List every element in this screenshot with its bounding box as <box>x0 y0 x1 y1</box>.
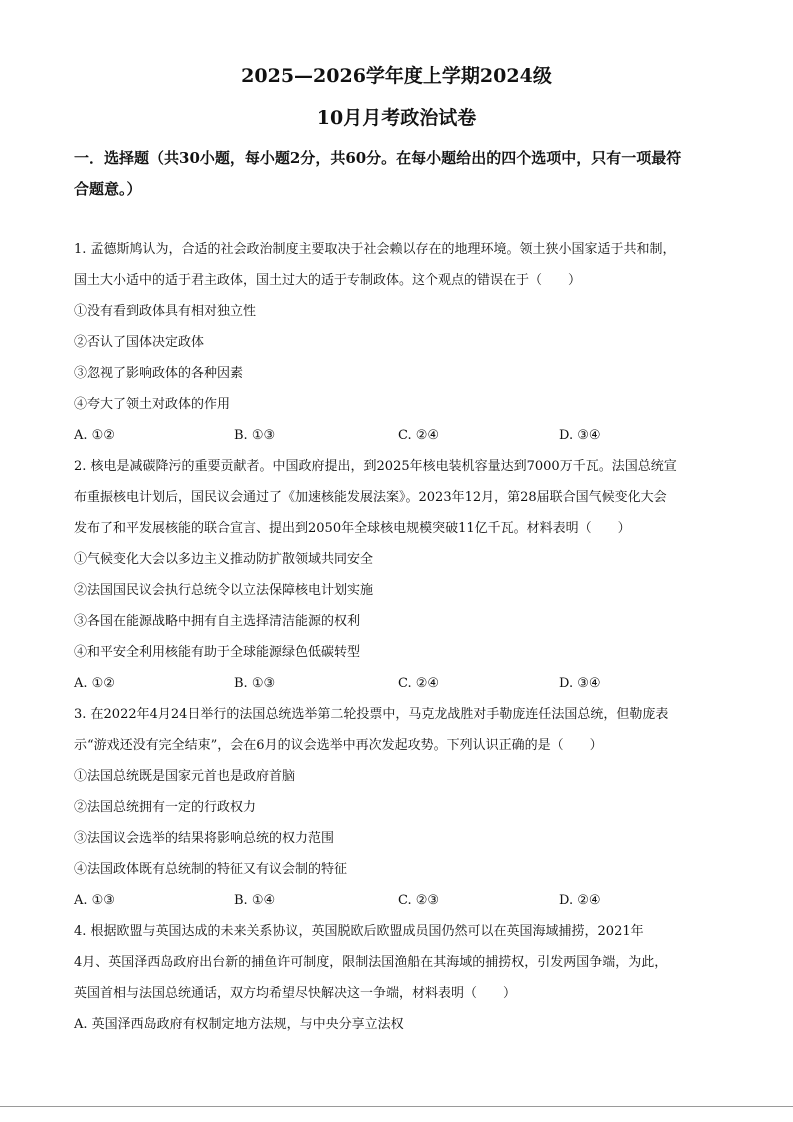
question-stem-line: 英国首相与法国总统通话，双方均希望尽快解决这一争端，材料表明（ ） <box>74 986 517 1001</box>
footer-divider <box>0 1106 793 1107</box>
answer-options <box>74 674 724 694</box>
question-stem-line: 示“游戏还没有完全结束”，会在6月的议会选举中再次发起攻势。下列认识正确的是（ ） <box>74 738 603 753</box>
question-stem-line: 4. 根据欧盟与英国达成的未来关系协议，英国脱欧后欧盟成员国仍然可以在英国海域捕捞，2021年 <box>74 924 644 939</box>
question-stem-line: 国土大小适中的适于君主政体，国土过大的适于专制政体。这个观点的错误在于（ ） <box>74 273 582 288</box>
statement-item: ③法国议会选举的结果将影响总统的权力范围 <box>74 831 335 846</box>
statement-item: ①没有看到政体具有相对独立性 <box>74 304 257 319</box>
statement-item: ②法国国民议会执行总统令以立法保障核电计划实施 <box>74 583 374 598</box>
question-stem-line: 2. 核电是减碳降污的重要贡献者。中国政府提出，到2025年核电装机容量达到7000万千瓦。法国总统宣 <box>74 459 677 474</box>
question-stem-line: 1. 孟德斯鸠认为，合适的社会政治制度主要取决于社会赖以存在的地理环境。领土狭小国家适于共和制， <box>74 242 676 257</box>
option-c[interactable]: C. ②④ <box>398 428 440 443</box>
question-stem-line: 发布了和平发展核能的联合宣言、提出到2050年全球核电规模突破11亿千瓦。材料表明（ ） <box>74 521 631 536</box>
option-a[interactable]: A. ①② <box>74 428 115 443</box>
option-d[interactable]: D. ②④ <box>559 893 601 908</box>
question-stem-line: 布重振核电计划后，国民议会通过了《加速核能发展法案》。2023年12月，第28届联合国气候变化大会 <box>74 490 667 505</box>
option-b[interactable]: B. ①④ <box>234 893 276 908</box>
statement-item: ①气候变化大会以多边主义推动防扩散领域共同安全 <box>74 552 374 567</box>
section-heading-line2: 合题意。） <box>74 180 142 198</box>
option-c[interactable]: C. ②③ <box>398 893 440 908</box>
option-a[interactable]: A. 英国泽西岛政府有权制定地方法规，与中央分享立法权 <box>74 1017 404 1032</box>
option-a[interactable]: A. ①③ <box>74 893 115 908</box>
statement-item: ④法国政体既有总统制的特征又有议会制的特征 <box>74 862 348 877</box>
statement-item: ③各国在能源战略中拥有自主选择清洁能源的权利 <box>74 614 361 629</box>
answer-options <box>74 426 724 446</box>
question-stem-line: 3. 在2022年4月24日举行的法国总统选举第二轮投票中，马克龙战胜对手勒庞连任法国总统，但勒庞表 <box>74 707 669 722</box>
exam-title-line2: 10月月考政治试卷 <box>316 107 477 129</box>
option-c[interactable]: C. ②④ <box>398 676 440 691</box>
statement-item: ②法国总统拥有一定的行政权力 <box>74 800 257 815</box>
option-b[interactable]: B. ①③ <box>234 676 276 691</box>
question-stem-line: 4月、英国泽西岛政府出台新的捕鱼许可制度，限制法国渔船在其海域的捕捞权，引发两国争端，为此， <box>74 955 668 970</box>
option-d[interactable]: D. ③④ <box>559 676 601 691</box>
statement-item: ④夸大了领土对政体的作用 <box>74 397 231 412</box>
answer-options <box>74 891 724 911</box>
statement-item: ①法国总统既是国家元首也是政府首脑 <box>74 769 296 784</box>
exam-title-line1: 2025—2026学年度上学期2024级 <box>241 65 552 87</box>
option-d[interactable]: D. ③④ <box>559 428 601 443</box>
option-b[interactable]: B. ①③ <box>234 428 276 443</box>
section-heading-line1: 一．选择题（共30小题，每小题2分，共60分。在每小题给出的四个选项中，只有一项最符 <box>74 149 682 167</box>
statement-item: ③忽视了影响政体的各种因素 <box>74 366 244 381</box>
statement-item: ②否认了国体决定政体 <box>74 335 205 350</box>
option-a[interactable]: A. ①② <box>74 676 115 691</box>
statement-item: ④和平安全利用核能有助于全球能源绿色低碳转型 <box>74 645 361 660</box>
